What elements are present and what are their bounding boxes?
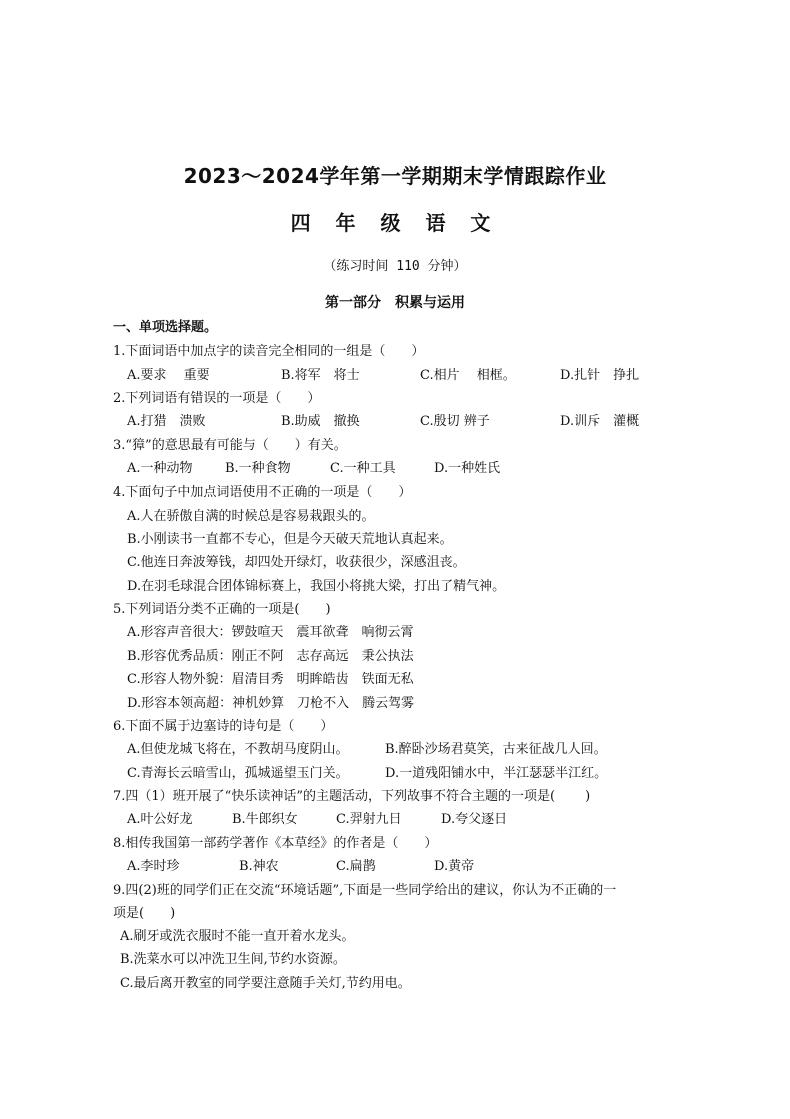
question-4-option-b: B.小刚读书一直都不专心，但是今天破天荒地认真起来。 — [127, 532, 453, 547]
question-1-option-c: C.相片 相框。 — [420, 368, 516, 383]
question-2-option-d: D.训斥 灌概 — [560, 414, 640, 429]
question-5-option-c: C.形容人物外貌：眉清目秀 明眸皓齿 铁面无私 — [127, 672, 414, 687]
question-4-stem: 4.下面句子中加点词语使用不正确的一项是（ ） — [113, 485, 412, 500]
exam-time-note: （练习时间 110 分钟） — [323, 259, 467, 274]
question-6-option-a: A.但使龙城飞将在，不教胡马度阴山。 — [127, 742, 349, 757]
question-8-option-d: D.黄帝 — [434, 859, 475, 874]
question-3-option-b: B.一种食物 — [225, 461, 291, 476]
question-2-option-c: C.殷切 辨子 — [420, 414, 490, 429]
question-2-stem: 2.下列词语有错误的一项是（ ） — [113, 391, 321, 406]
question-4-option-c: C.他连日奔波筹钱，却四处开绿灯，收获很少，深感沮丧。 — [127, 555, 466, 570]
question-9-option-c: C.最后离开教室的同学要注意随手关灯,节约用电。 — [120, 976, 411, 991]
question-2-option-b: B.助威 撤换 — [281, 414, 360, 429]
question-8-option-a: A.李时珍 — [127, 859, 180, 874]
question-7-stem: 7.四（1）班开展了“快乐读神话”的主题活动，下列故事不符合主题的一项是( ) — [113, 789, 591, 804]
question-3-option-a: A.一种动物 — [127, 461, 193, 476]
question-6-option-b: B.醉卧沙场君莫笑，古来征战几人回。 — [385, 742, 607, 757]
question-6-stem: 6.下面不属于边塞诗的诗句是（ ） — [113, 719, 334, 734]
question-5-option-a: A.形容声音很大：锣鼓喧天 震耳欲聋 响彻云霄 — [127, 625, 414, 640]
question-7-option-d: D.夸父逐日 — [441, 812, 508, 827]
question-3-option-d: D.一种姓氏 — [434, 461, 501, 476]
question-1-option-a: A.要求 重要 — [127, 368, 210, 383]
question-5-option-b: B.形容优秀品质：刚正不阿 志存高远 秉公执法 — [127, 649, 414, 664]
question-7-option-a: A.叶公好龙 — [127, 812, 193, 827]
question-8-stem: 8.相传我国第一部药学著作《本草经》的作者是（ ） — [113, 836, 438, 851]
question-3-stem: 3.“獐”的意思最有可能与（ ）有关。 — [113, 438, 347, 453]
question-8-option-b: B.神农 — [239, 859, 279, 874]
exam-title: 2023～2024学年第一学期期末学情跟踪作业 — [183, 164, 607, 188]
question-7-option-c: C.羿射九日 — [336, 812, 402, 827]
question-3-option-c: C.一种工具 — [330, 461, 396, 476]
question-6-option-d: D.一道残阳铺水中，半江瑟瑟半江红。 — [385, 766, 608, 781]
question-7-option-b: B.牛郎织女 — [232, 812, 298, 827]
question-1-option-b: B.将军 将士 — [281, 368, 360, 383]
question-6-option-c: C.青海长云暗雪山，孤城遥望玉门关。 — [127, 766, 349, 781]
question-1-option-d: D.扎针 挣扎 — [560, 368, 640, 383]
part-heading: 第一部分 积累与运用 — [325, 295, 465, 311]
question-9-stem-continued: 项是( ) — [113, 906, 176, 921]
question-9-option-a: A.刷牙或洗衣服时不能一直开着水龙头。 — [120, 929, 355, 944]
exam-subject: 四 年 级 语 文 — [290, 211, 500, 235]
question-8-option-c: C.扁鹊 — [336, 859, 376, 874]
question-9-stem: 9.四(2)班的同学们正在交流“环境话题”,下面是一些同学给出的建议，你认为不正确的一 — [113, 883, 617, 898]
question-2-option-a: A.打猎 溃败 — [127, 414, 206, 429]
section-heading: 一、单项选择题。 — [113, 320, 218, 335]
question-9-option-b: B.洗菜水可以冲洗卫生间,节约水资源。 — [120, 952, 346, 967]
question-5-stem: 5.下列词语分类不正确的一项是( ) — [113, 602, 331, 617]
question-1-stem: 1.下面词语中加点字的读音完全相同的一组是（ ） — [113, 344, 425, 359]
question-5-option-d: D.形容本领高超：神机妙算 刀枪不入 腾云驾雾 — [127, 696, 415, 711]
question-4-option-a: A.人在骄傲自满的时候总是容易栽跟头的。 — [127, 509, 375, 524]
question-4-option-d: D.在羽毛球混合团体锦标赛上，我国小将挑大梁，打出了精气神。 — [127, 579, 506, 594]
